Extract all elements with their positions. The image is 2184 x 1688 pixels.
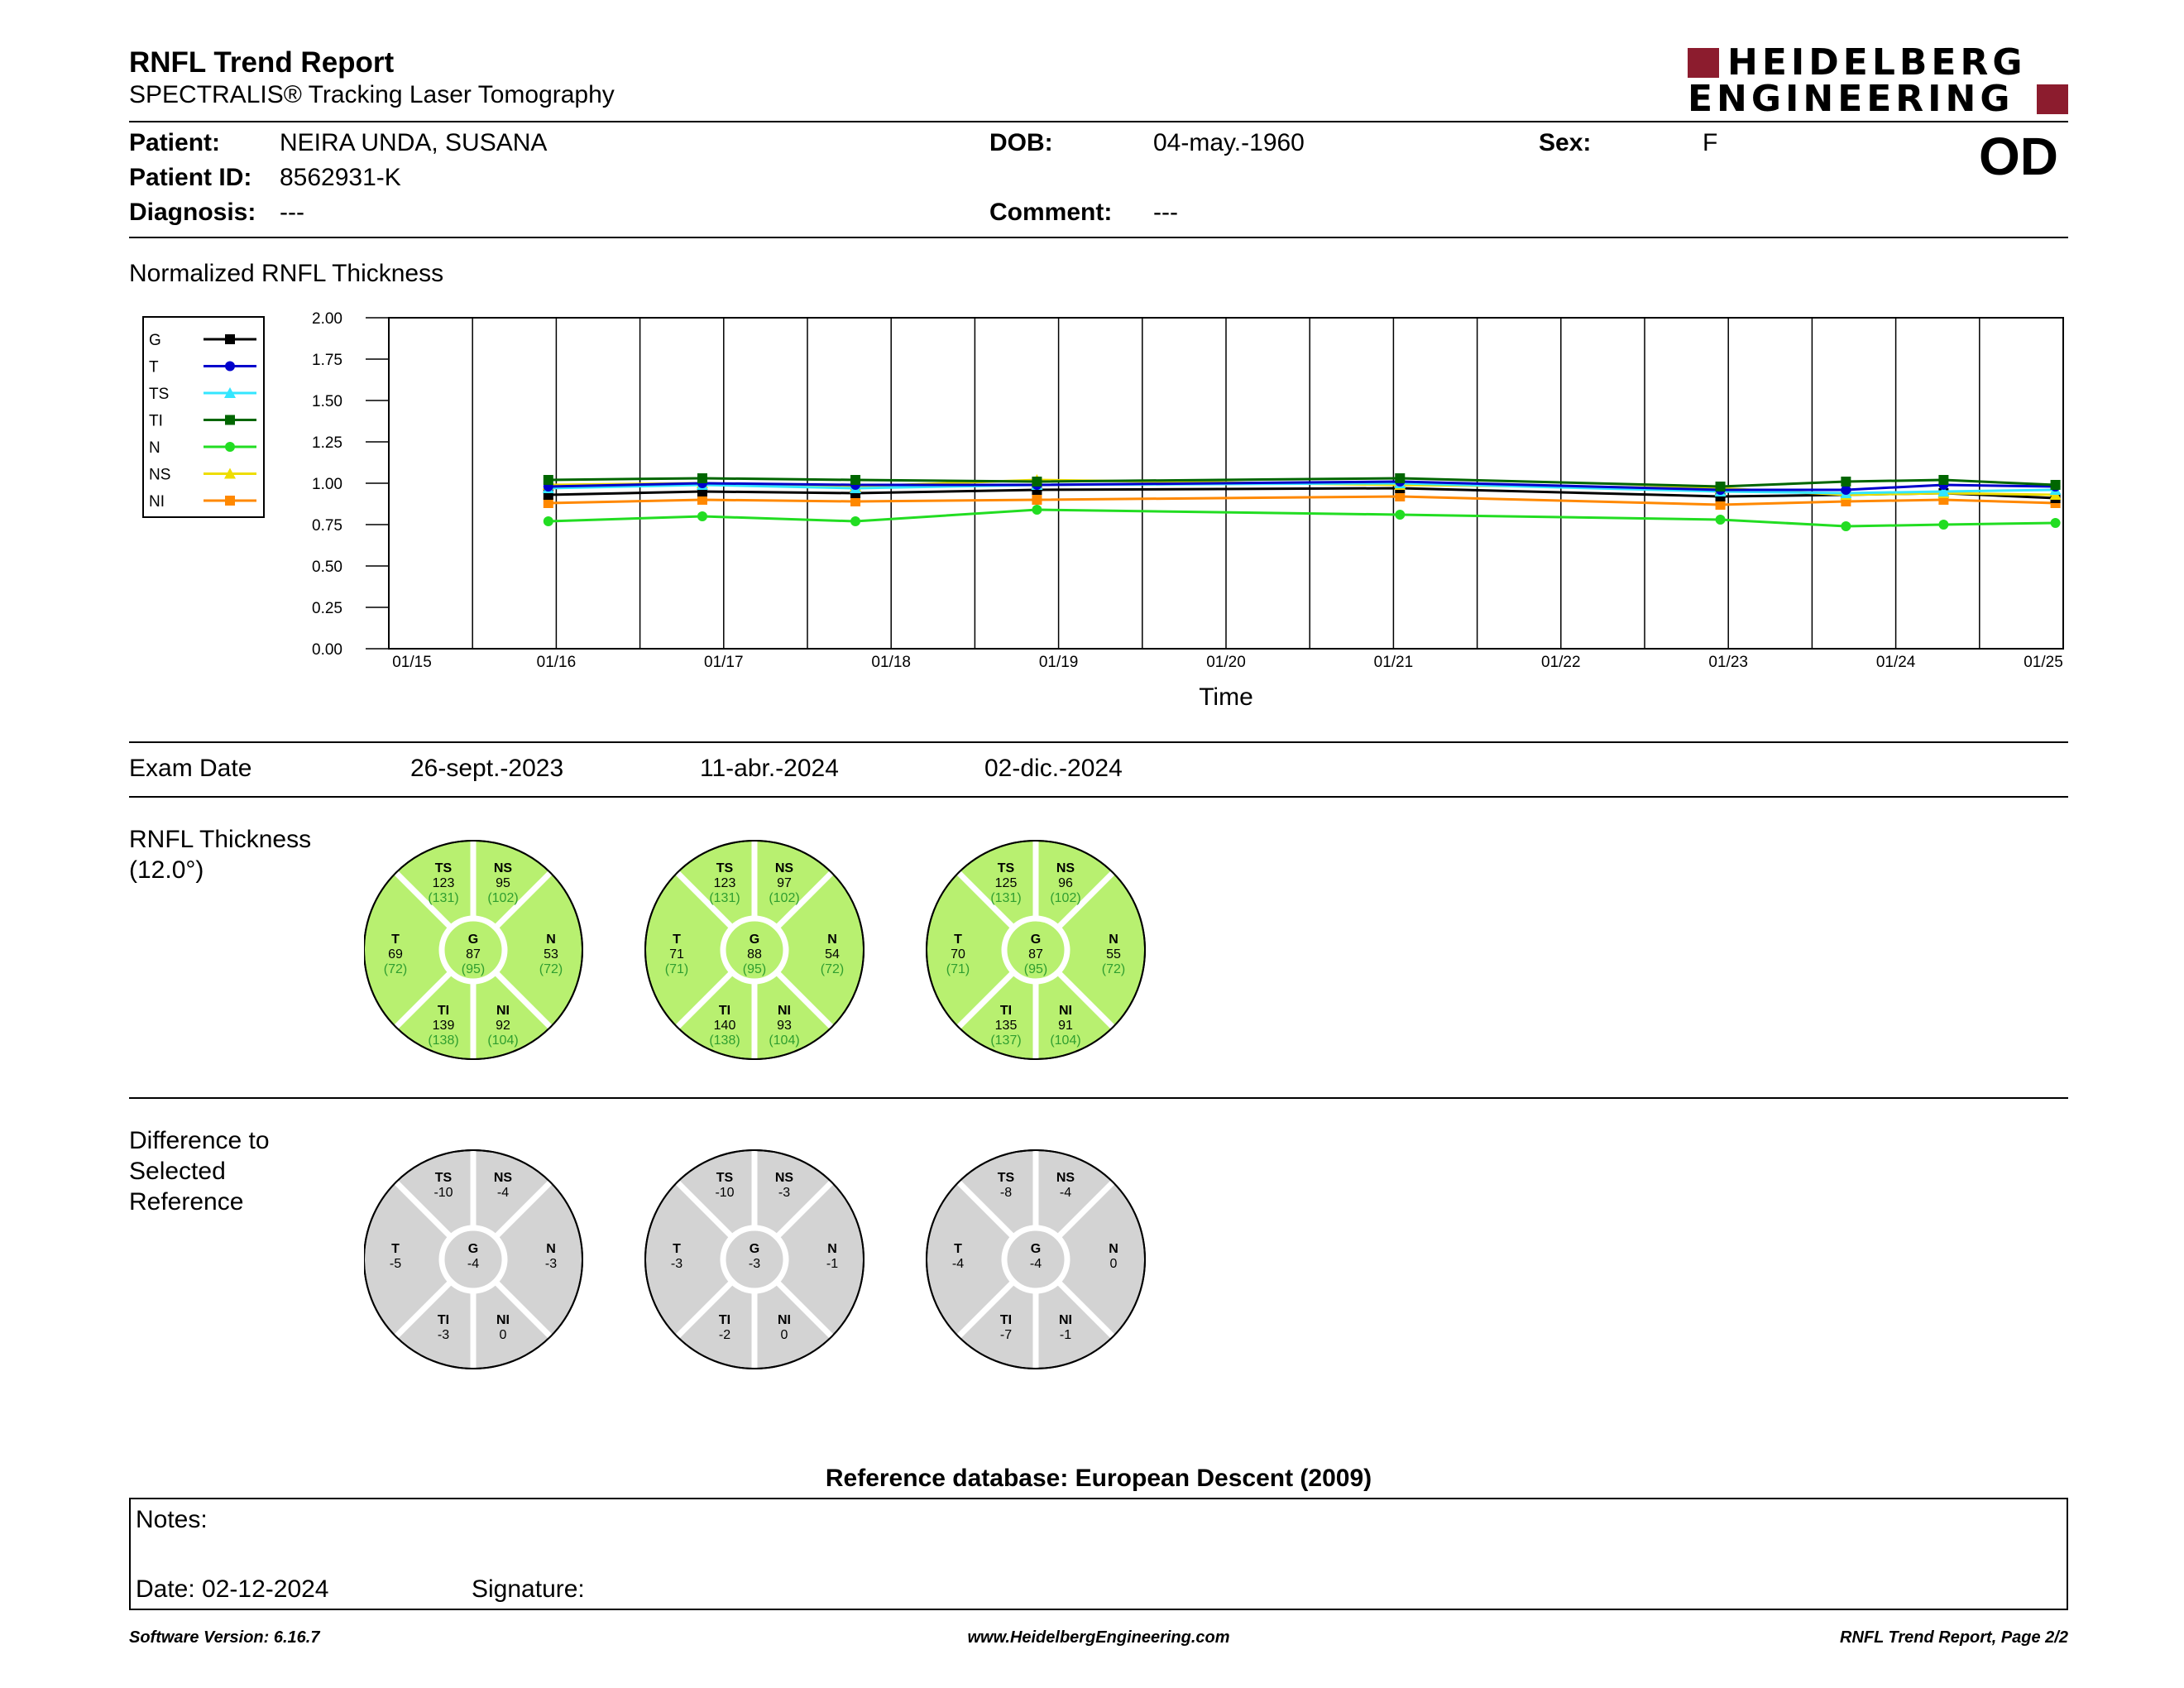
legend-label: G [149,332,161,349]
sector-value-t: -4 [951,1257,965,1271]
sector-label-ni: NI [496,1313,510,1327]
dob-value: 04-may.-1960 [1153,129,1305,156]
diagnosis-label: Diagnosis: [129,199,256,226]
data-point-ti [697,473,707,483]
sector-value-n: -3 [544,1257,558,1271]
sector-reference-ti: (138) [709,1033,740,1048]
sector-value-g: -4 [467,1257,480,1271]
x-tick-label: 01/23 [1708,654,1748,671]
sector-label-ti: TI [999,1004,1013,1018]
notes-date: Date: 02-12-2024 [136,1575,329,1603]
y-tick-label: 0.50 [312,559,342,576]
sector-value-g: 87 [1028,947,1043,961]
sector-reference-g: (95) [1023,962,1048,976]
sector-label-g: G [749,933,760,947]
sector-value-n: 55 [1106,947,1121,961]
legend-marker [225,362,235,372]
rnfl-divider [129,1097,2068,1099]
software-version: Software Version: 6.16.7 [129,1628,320,1647]
data-point-n [850,516,860,526]
patient-divider [129,237,2068,238]
logo-line2: ENGINEERING [1688,78,2014,120]
sector-reference-g: (95) [742,962,767,976]
sector-value-ns: -3 [778,1186,791,1200]
sector-value-ti: 135 [994,1019,1018,1033]
legend-label: NS [149,466,171,484]
sector-circle-3 [927,841,1145,1059]
sector-reference-ti: (138) [428,1033,459,1048]
sector-label-ns: NS [493,861,513,875]
difference-label-line2: Selected [129,1158,226,1185]
y-tick-label: 1.50 [312,393,342,410]
patient-id-label: Patient ID: [129,164,252,191]
difference-circles [364,1137,1191,1385]
sector-reference-ti: (137) [990,1033,1022,1048]
logo-line1: HEIDELBERG [1727,41,2027,84]
exam-date-2: 11-abr.-2024 [700,755,839,782]
sector-value-n: 54 [825,947,840,961]
data-point-ti [544,475,553,485]
sector-reference-t: (71) [946,962,970,976]
data-point-n [1841,521,1851,531]
comment-value: --- [1153,199,1178,226]
sex-label: Sex: [1539,129,1592,156]
sector-label-ni: NI [1059,1313,1072,1327]
sector-value-ti: 140 [713,1019,736,1033]
sector-reference-ni: (104) [769,1033,800,1048]
sector-label-ns: NS [1056,861,1075,875]
page-number: RNFL Trend Report, Page 2/2 [1840,1628,2068,1647]
sector-label-n: N [1109,933,1118,947]
sector-reference-n: (72) [820,962,845,976]
data-point-n [1032,505,1042,515]
sector-label-ns: NS [493,1171,513,1185]
x-tick-label: 01/22 [1541,654,1581,671]
y-tick-label: 0.75 [312,517,342,535]
sector-label-t: T [391,933,400,947]
sector-value-ns: -4 [1059,1186,1072,1200]
difference-label-line3: Reference [129,1188,244,1216]
sector-label-ni: NI [496,1004,510,1018]
rnfl-label-line1: RNFL Thickness [129,826,312,853]
difference-label-line1: Difference to [129,1127,270,1154]
sector-value-ns: -4 [496,1186,510,1200]
sector-value-ns: 95 [496,876,510,890]
sector-label-ts: TS [997,1171,1015,1185]
x-tick-label: 01/17 [704,654,744,671]
chart-title: Normalized RNFL Thickness [129,260,444,287]
sector-reference-ns: (102) [1050,891,1081,905]
y-tick-label: 1.00 [312,476,342,493]
x-tick-label: 01/18 [871,654,911,671]
data-point-n [1395,510,1405,520]
data-point-ti [850,475,860,485]
sector-value-ts: 123 [432,876,455,890]
y-tick-label: 1.75 [312,352,342,369]
sector-label-ts: TS [434,861,453,875]
sector-reference-g: (95) [461,962,486,976]
legend-label: T [149,358,159,376]
data-point-n [1938,520,1948,530]
patient-id: 8562931-K [280,164,401,191]
sector-reference-ts: (131) [990,891,1022,905]
sector-label-g: G [467,1242,479,1256]
eye-indicator: OD [1979,127,2058,186]
y-tick-label: 0.25 [312,600,342,617]
sector-label-n: N [546,933,556,947]
legend-label: NI [149,493,165,511]
sector-label-ti: TI [999,1313,1013,1327]
sector-reference-ts: (131) [428,891,459,905]
sector-value-g: -3 [748,1257,761,1271]
sector-value-g: 88 [747,947,762,961]
sector-label-ts: TS [716,861,734,875]
sector-label-n: N [827,933,837,947]
x-tick-label: 01/24 [1875,654,1916,671]
signature-label: Signature: [472,1575,585,1603]
sector-label-g: G [467,933,479,947]
dob-label: DOB: [989,129,1053,156]
sector-value-ni: 91 [1058,1019,1073,1033]
reference-database: Reference database: European Descent (2009) [825,1465,1372,1492]
legend-label: TI [149,412,163,430]
sector-label-ti: TI [718,1313,731,1327]
x-tick-label: 01/19 [1038,654,1079,671]
exam-date-label: Exam Date [129,755,252,782]
sector-label-ns: NS [1056,1171,1075,1185]
sector-value-ni: 0 [780,1328,788,1342]
data-point-ti [2051,480,2061,490]
sector-circle-2 [645,841,864,1059]
sector-value-g: -4 [1029,1257,1042,1271]
sector-reference-ni: (104) [487,1033,519,1048]
legend-label: N [149,439,160,457]
legend-marker [225,334,235,344]
sector-value-t: 69 [388,947,403,961]
website-link[interactable]: www.HeidelbergEngineering.com [967,1628,1230,1647]
sector-value-g: 87 [466,947,481,961]
data-point-n [697,511,707,521]
sector-value-t: 71 [669,947,684,961]
data-point-n [2051,518,2061,528]
sector-value-ns: 97 [777,876,792,890]
sector-label-ni: NI [778,1004,791,1018]
difference-label [129,1125,270,1217]
legend-marker [225,415,235,425]
sector-reference-n: (72) [1101,962,1126,976]
sector-value-n: 53 [544,947,558,961]
sector-label-g: G [1030,1242,1042,1256]
x-tick-label: 01/25 [2024,654,2063,671]
sector-label-t: T [391,1242,400,1256]
data-point-ti [1716,482,1726,492]
data-point-ti [1395,473,1405,483]
sector-label-ts: TS [434,1171,453,1185]
sector-label-ti: TI [718,1004,731,1018]
sector-label-g: G [749,1242,760,1256]
exam-date-3: 02-dic.-2024 [984,755,1123,782]
report-title: RNFL Trend Report [129,46,395,79]
sector-circle-3 [927,1150,1145,1369]
sector-value-ts: -10 [715,1186,735,1200]
sector-label-g: G [1030,933,1042,947]
data-point-ti [1032,477,1042,487]
x-axis-label: Time [1199,683,1253,711]
sector-label-ti: TI [437,1313,450,1327]
sector-value-ts: -10 [433,1186,453,1200]
logo-square-bottom [2037,84,2068,114]
exam-date-1: 26-sept.-2023 [410,755,564,782]
data-point-n [1716,515,1726,525]
sector-label-n: N [827,1242,837,1256]
sector-value-t: -5 [389,1257,402,1271]
sector-value-ts: 125 [994,876,1018,890]
y-tick-label: 2.00 [312,310,342,328]
legend-marker [225,442,235,452]
sector-label-t: T [673,933,681,947]
sector-value-ts: -8 [999,1186,1013,1200]
legend-svg [144,318,263,516]
sector-value-ti: -2 [718,1328,731,1342]
rnfl-thickness-label [129,824,311,885]
data-point-ti [1938,475,1948,485]
sector-label-t: T [954,1242,962,1256]
sector-value-ti: -7 [999,1328,1013,1342]
x-tick-label: 01/20 [1206,654,1246,671]
patient-name: NEIRA UNDA, SUSANA [280,129,548,156]
sector-value-ni: 92 [496,1019,510,1033]
sector-reference-ns: (102) [769,891,800,905]
sector-reference-ni: (104) [1050,1033,1081,1048]
sector-label-ti: TI [437,1004,450,1018]
comment-label: Comment: [989,199,1113,226]
sector-circle-1 [364,1150,582,1369]
sector-label-ns: NS [774,861,794,875]
sector-label-ni: NI [1059,1004,1072,1018]
diagnosis-value: --- [280,199,304,226]
sector-label-n: N [1109,1242,1118,1256]
sector-label-t: T [954,933,962,947]
data-point-ti [1841,477,1851,487]
chart-legend [142,316,265,518]
rnfl-label-line2: (12.0°) [129,856,204,884]
sector-reference-n: (72) [539,962,563,976]
legend-marker [225,496,235,506]
sector-label-ns: NS [774,1171,794,1185]
sector-circle-1 [364,841,582,1059]
x-tick-label: 01/16 [536,654,577,671]
sector-reference-t: (71) [664,962,689,976]
sector-value-n: 0 [1109,1257,1118,1271]
sector-label-n: N [546,1242,556,1256]
header-divider [129,121,2068,122]
sector-reference-t: (72) [383,962,408,976]
sector-value-ns: 96 [1058,876,1073,890]
patient-label: Patient: [129,129,221,156]
x-tick-label: 01/21 [1373,654,1414,671]
y-tick-label: 1.25 [312,434,342,452]
x-tick-label: 01/15 [392,654,432,671]
notes-label: Notes: [136,1506,208,1533]
sector-label-ts: TS [716,1171,734,1185]
sector-value-ti: -3 [437,1328,450,1342]
data-point-n [544,516,553,526]
sector-value-ts: 123 [713,876,736,890]
sector-value-t: 70 [951,947,965,961]
sector-circle-2 [645,1150,864,1369]
notes-box [129,1498,2068,1610]
exam-divider [129,796,2068,798]
sector-reference-ts: (131) [709,891,740,905]
sector-label-ts: TS [997,861,1015,875]
rnfl-trend-chart [273,303,2068,712]
report-subtitle: SPECTRALIS® Tracking Laser Tomography [129,81,615,108]
chart-divider [129,741,2068,743]
sector-label-ni: NI [778,1313,791,1327]
sector-value-t: -3 [670,1257,683,1271]
sector-reference-ns: (102) [487,891,519,905]
legend-label: TS [149,386,170,403]
sector-value-ti: 139 [432,1019,455,1033]
sector-label-t: T [673,1242,681,1256]
sector-value-ni: 0 [499,1328,507,1342]
logo-square-top [1688,48,1719,78]
y-tick-label: 0.00 [312,641,342,659]
heidelberg-logo [1688,41,2068,120]
sector-value-ni: 93 [777,1019,792,1033]
data-point-ni [1032,495,1042,505]
sex-value: F [1703,129,1718,156]
rnfl-thickness-circles [364,827,1191,1076]
sector-value-n: -1 [826,1257,839,1271]
sector-value-ni: -1 [1059,1328,1072,1342]
